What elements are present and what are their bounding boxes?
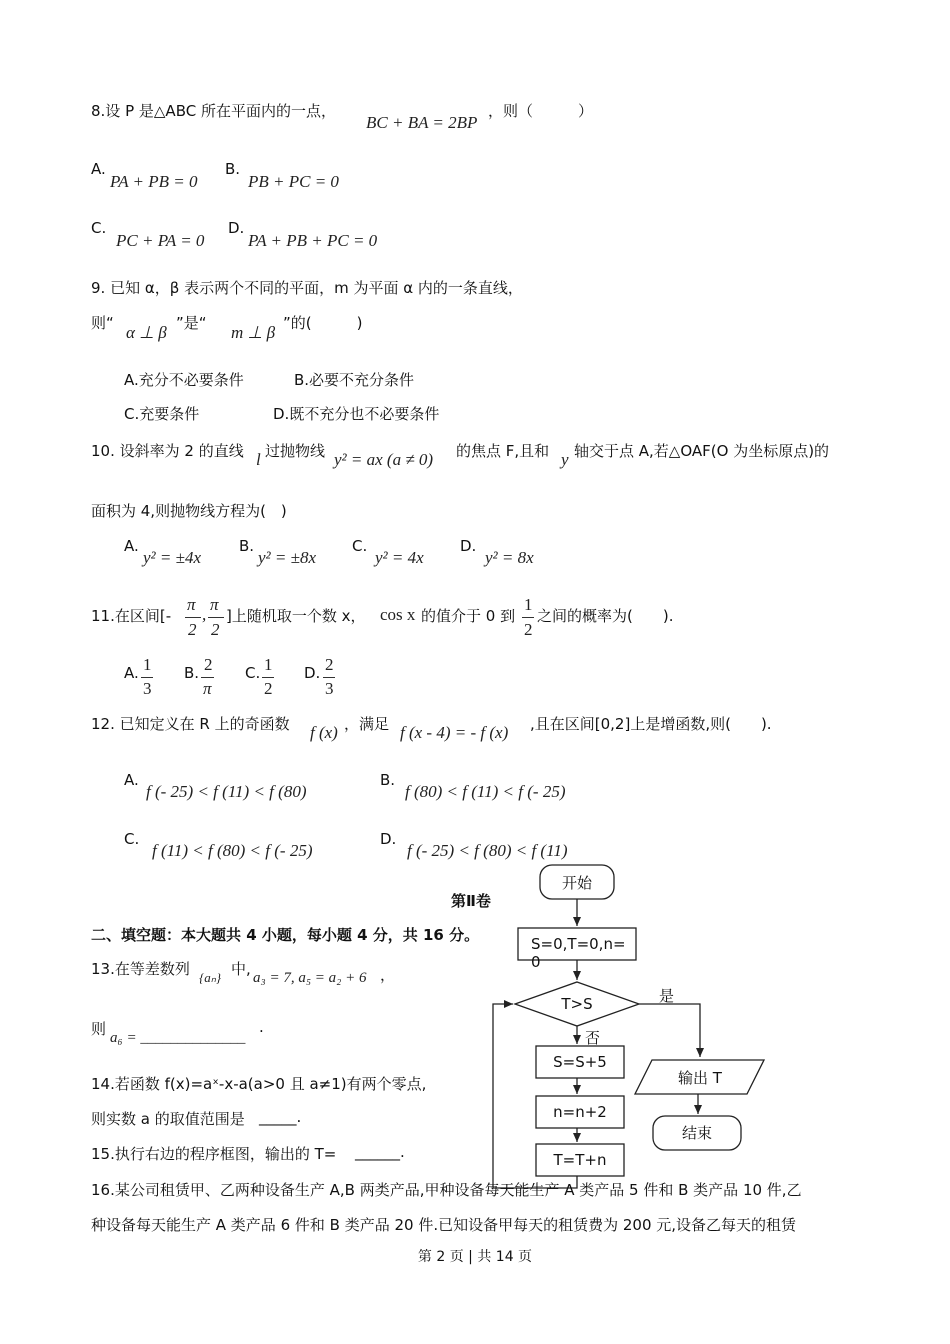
q8-vector-equation: BC + BA = 2BP — [366, 113, 478, 132]
q10-option-b: y² = ±8x — [258, 548, 316, 567]
q12-option-a-label: A. — [124, 771, 139, 789]
q13-sequence: {aₙ} — [199, 970, 222, 985]
q11-comma: , — [202, 605, 207, 624]
q11-half-numerator: 1 — [524, 595, 533, 614]
q12-option-c-label: C. — [124, 830, 140, 848]
q11-option-d-num: 2 — [325, 655, 334, 674]
q14-line2: 则实数 a 的取值范围是 — [91, 1110, 245, 1128]
q11-pi-numerator-2: π — [210, 595, 219, 614]
q12-part3: ,且在区间[0,2]上是增函数,则( ). — [530, 715, 772, 733]
q12-option-a: f (- 25) < f (11) < f (80) — [146, 782, 307, 801]
q12-option-b: f (80) < f (11) < f (- 25) — [405, 782, 566, 801]
q10-part1: 10. 设斜率为 2 的直线 — [91, 442, 244, 460]
q14-answer-blank: _____. — [259, 1108, 302, 1126]
q8-option-b-label: B. — [225, 160, 241, 178]
q10-option-c: y² = 4x — [375, 548, 424, 567]
q13-line2-prefix: 则 — [91, 1020, 107, 1038]
section-title: 第Ⅱ卷 — [451, 892, 491, 910]
q8-option-c-label: C. — [91, 219, 107, 237]
q10-option-b-label: B. — [239, 537, 255, 555]
q9-math-1: α ⊥ β — [126, 323, 167, 342]
flowchart-arrow-yes — [639, 1004, 700, 1057]
q11-option-a-den: 3 — [143, 679, 152, 698]
q10-line-l: l — [256, 450, 261, 469]
flowchart-init-label-1: S=0,T=0,n= — [531, 935, 626, 953]
q12-part1: 12. 已知定义在 R 上的奇函数 — [91, 715, 290, 733]
q16-line1: 16.某公司租赁甲、乙两种设备生产 A,B 两类产品,甲种设备每天能生产 A 类产品 5 件和 B 类产品 10 件,乙 — [91, 1181, 802, 1199]
q10-option-d: y² = 8x — [485, 548, 534, 567]
q13-line2-period: . — [259, 1018, 264, 1036]
flowchart-step2-label: n=n+2 — [553, 1103, 607, 1121]
q13-part2: 中, — [231, 960, 251, 978]
flowchart-condition-label: T>S — [561, 995, 593, 1013]
q11-pi-numerator-1: π — [187, 595, 196, 614]
q12-option-d: f (- 25) < f (80) < f (11) — [407, 841, 568, 860]
q10-option-d-label: D. — [460, 537, 477, 555]
q8-option-a-label: A. — [91, 160, 106, 178]
q9-line2-c: ”的( ) — [283, 314, 363, 332]
flowchart-no-label: 否 — [585, 1029, 601, 1047]
q12-part2: ，满足 — [344, 715, 390, 733]
q13-part3: ， — [380, 966, 396, 984]
page-footer: 第 2 页 | 共 14 页 — [417, 1249, 533, 1265]
q11-option-c-label: C. — [245, 664, 261, 682]
q8-stem: 8.设 P 是△ABC 所在平面内的一点， — [91, 102, 336, 120]
q11-part4: 之间的概率为( ). — [537, 607, 674, 625]
q11-option-b-label: B. — [184, 664, 200, 682]
q12-option-c: f (11) < f (80) < f (- 25) — [152, 841, 313, 860]
q9-option-a: A.充分不必要条件 — [124, 371, 244, 389]
flowchart-step1-label: S=S+5 — [553, 1053, 607, 1071]
q8-option-a: PA + PB = 0 — [110, 172, 198, 191]
q15-text: 15.执行右边的程序框图，输出的 T= — [91, 1145, 337, 1163]
q11-option-b-den: π — [203, 679, 212, 698]
q9-option-b: B.必要不充分条件 — [294, 371, 415, 389]
flowchart-step3-label: T=T+n — [553, 1151, 607, 1169]
q9-option-c: C.充要条件 — [124, 405, 200, 423]
q11-part2: ]上随机取一个数 x， — [226, 607, 366, 625]
flowchart-end-label: 结束 — [681, 1124, 713, 1142]
q9-math-2: m ⊥ β — [231, 323, 276, 342]
q11-cos-x: cos x — [380, 605, 416, 624]
q8-option-d: PA + PB + PC = 0 — [248, 231, 378, 250]
q10-axis-y: y — [561, 450, 569, 469]
q16-line2: 种设备每天能生产 A 类产品 6 件和 B 类产品 20 件.已知设备甲每天的租赁费为 200 元,设备乙每天的租赁 — [91, 1216, 797, 1234]
q9-line2-a: 则“ — [91, 314, 114, 332]
q12-option-b-label: B. — [380, 771, 396, 789]
flowchart-start-label: 开始 — [561, 874, 593, 892]
q11-option-a-num: 1 — [143, 655, 152, 674]
flowchart-yes-label: 是 — [659, 987, 675, 1005]
q11-option-d-label: D. — [304, 664, 321, 682]
q11-part3: 的值介于 0 到 — [421, 607, 516, 625]
flowchart-init-label-2: 0 — [531, 953, 541, 971]
q10-part3: 的焦点 F,且和 — [456, 442, 550, 460]
q11-option-c-num: 1 — [264, 655, 273, 674]
q11-denominator-1: 2 — [188, 620, 197, 639]
q10-parabola-equation: y² = ax (a ≠ 0) — [334, 450, 434, 469]
q9-line2-b: ”是“ — [176, 314, 207, 332]
q10-option-a: y² = ±4x — [143, 548, 201, 567]
q13-answer-blank: a₆ = ______________ — [110, 1030, 246, 1046]
q11-option-b-num: 2 — [204, 655, 213, 674]
q12-option-d-label: D. — [380, 830, 397, 848]
q11-part1: 11.在区间[- — [91, 607, 172, 625]
q8-option-d-label: D. — [228, 219, 245, 237]
q11-half-denominator: 2 — [524, 620, 533, 639]
q10-line2: 面积为 4,则抛物线方程为( ) — [91, 502, 287, 520]
q9-option-d: D.既不充分也不必要条件 — [273, 405, 440, 423]
section-heading: 二、填空题：本大题共 4 小题，每小题 4 分，共 16 分。 — [91, 926, 480, 944]
q8-option-c: PC + PA = 0 — [116, 231, 205, 250]
q12-fx: f (x) — [310, 723, 338, 742]
q11-option-c-den: 2 — [264, 679, 273, 698]
q8-option-b: PB + PC = 0 — [248, 172, 339, 191]
q11-option-d-den: 3 — [325, 679, 334, 698]
q14-line1: 14.若函数 f(x)=aˣ-x-a(a>0 且 a≠1)有两个零点, — [91, 1075, 427, 1093]
q10-part4: 轴交于点 A,若△OAF(O 为坐标原点)的 — [574, 442, 830, 460]
q8-stem-tail: ，则（ ） — [488, 102, 594, 120]
q10-part2: 过抛物线 — [265, 442, 326, 460]
q11-denominator-2: 2 — [211, 620, 220, 639]
q10-option-a-label: A. — [124, 537, 139, 555]
q12-condition: f (x - 4) = - f (x) — [400, 723, 509, 742]
q11-option-a-label: A. — [124, 664, 139, 682]
q13-part1: 13.在等差数列 — [91, 960, 190, 978]
q13-condition: a₃ = 7, a₅ = a₂ + 6 — [253, 970, 367, 986]
flowchart-output-label: 输出 T — [678, 1069, 722, 1087]
q10-option-c-label: C. — [352, 537, 368, 555]
q15-answer-blank: ______. — [355, 1143, 405, 1161]
q9-line1: 9. 已知 α，β 表示两个不同的平面，m 为平面 α 内的一条直线， — [91, 279, 523, 297]
